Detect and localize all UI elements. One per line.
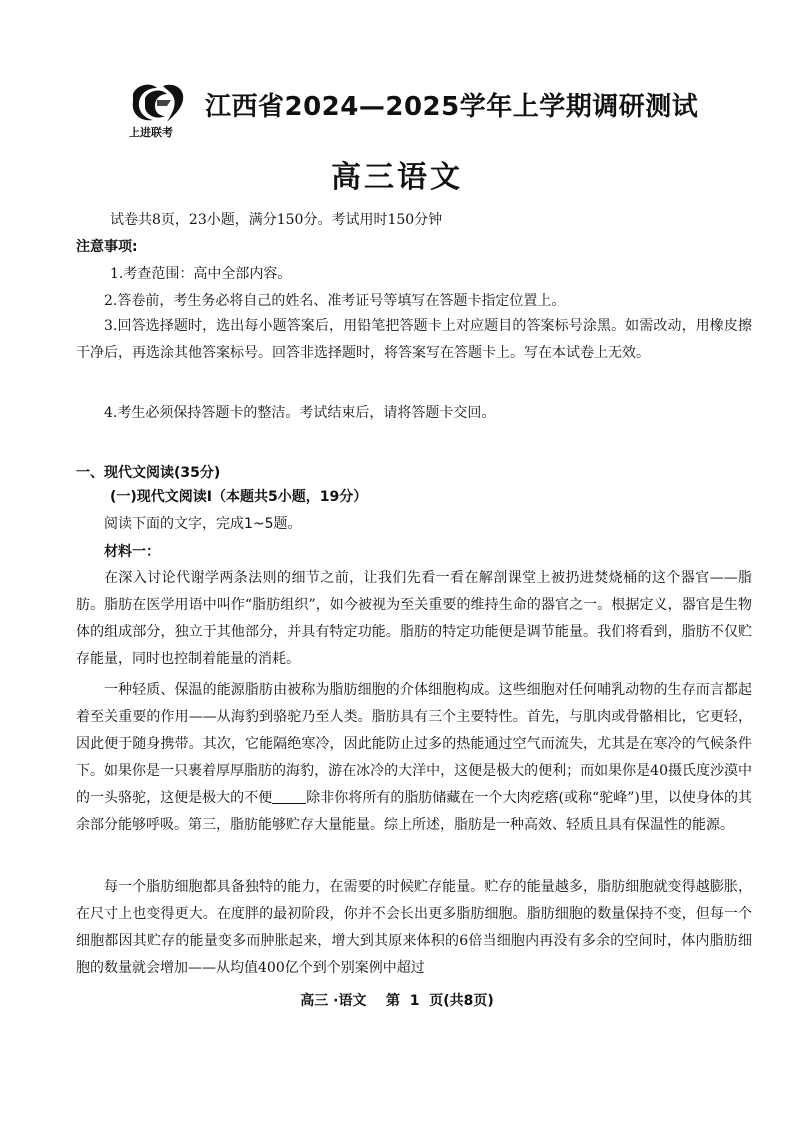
notice-item: 1.考查范围：高中全部内容。 bbox=[110, 266, 292, 282]
section-heading: 一、现代文阅读(35分) bbox=[76, 465, 221, 481]
paragraph bbox=[76, 677, 752, 839]
section-subheading: (一)现代文阅读Ⅰ（本题共5小题，19分） bbox=[110, 489, 368, 505]
reading-instruction: 阅读下面的文字，完成1~5题。 bbox=[104, 516, 302, 532]
material-label: 材料一： bbox=[104, 544, 160, 560]
paragraph: 每一个脂肪细胞都具备独特的能力，在需要的时候贮存能量。贮存的能量越多，脂肪细胞就变得越膨胀，在尺寸上也变得更大。在度胖的最初阶段，你并不会长出更多脂肪细胞。脂肪细胞的数量保持不变，但每一个细胞都因其贮存的能量变多而肿胀起来，增大到其原来体积的6倍当细胞内再没有多余的空间时，体内脂肪细胞的数量就会增加——从均值400亿个到个别案例中超过 bbox=[76, 879, 752, 976]
subject-title: 高三语文 bbox=[331, 160, 463, 195]
fill-blank bbox=[272, 789, 306, 804]
paragraph: 在深入讨论代谢学两条法则的细节之前，让我们先看一看在解剖课堂上被扔进焚烧桶的这个器官——脂肪。脂肪在医学用语中叫作“脂肪组织”，如今被视为至关重要的维持生命的器官之一。根据定义，器官是生物体的组成部分，独立于其他部分，并具有特定功能。脂肪的特定功能便是调节能量。我们将看到，脂肪不仅贮存能量，同时也控制着能量的消耗。 bbox=[76, 570, 752, 667]
notice-item: 3.回答选择题时，选出每小题答案后，用铅笔把答题卡上对应题目的答案标号涂黑。如需改动，用橡皮擦干净后，再选涂其他答案标号。回答非选择题时，将答案写在答题卡上。写在本试卷上无效。 bbox=[76, 318, 752, 361]
exam-title: 江西省2024—2025学年上学期调研测试 bbox=[205, 92, 699, 122]
notice-item: 2.答卷前，考生务必将自己的姓名、准考证号等填写在答题卡指定位置上。 bbox=[104, 293, 566, 309]
notice-item: 4.考生必须保持答题卡的整洁。考试结束后，请将答题卡交回。 bbox=[104, 405, 496, 421]
page-footer: 高三 ·语文 第 1 页(共8页) bbox=[300, 993, 494, 1009]
logo-text: 上进联考 bbox=[129, 126, 173, 139]
logo bbox=[127, 80, 189, 144]
exam-intro: 试卷共8页，23小题，满分150分。考试用时150分钟 bbox=[110, 212, 443, 228]
notice-heading: 注意事项: bbox=[76, 239, 138, 255]
paragraph-text: 一种轻质、保温的能源脂肪由被称为脂肪细胞的介体细胞构成。这些细胞对任何哺乳动物的生存而言都起着至关重要的作用——从海豹到骆驼乃至人类。脂肪具有三个主要特性。首先，与肌肉或骨骼相比，它更轻，因此便于随身携带。其次，它能隔绝寒冷，因此能防止过多的热能通过空气而流失，尤其是在寒冷的气候条件下。如果你是一只裹着厚厚脂肪的海豹，游在冰冷的大洋中，这便是极大的便利；而如果你是40摄氏度沙漠中的一头骆驼，这便是极大的不便 bbox=[76, 682, 752, 806]
paragraph-text: 除非你将所有的脂肪储藏在一个大肉疙瘩(或称“驼峰”)里，以使身体的其余部分能够呼吸。第三，脂肪能够贮存大量能量。综上所述，脂肪是一种高效、轻质且具有保温性的能源。 bbox=[76, 790, 752, 833]
logo-emblem-icon bbox=[127, 80, 189, 126]
